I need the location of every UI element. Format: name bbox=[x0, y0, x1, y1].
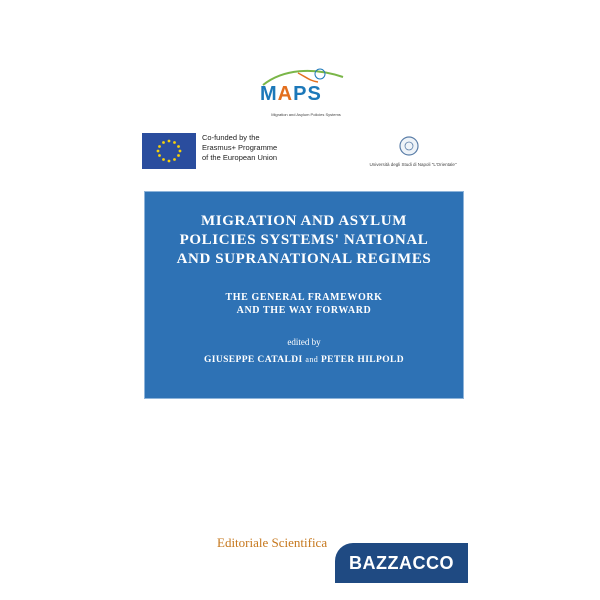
university-seal-icon bbox=[398, 135, 420, 157]
edited-by-label: edited by bbox=[287, 337, 321, 347]
funding-line-3: of the European Union bbox=[202, 153, 278, 162]
book-cover bbox=[100, 25, 500, 585]
title-line-1: MIGRATION AND ASYLUM bbox=[201, 213, 407, 229]
bazzacco-badge: BAZZACCO bbox=[335, 543, 468, 583]
editor-name-2: PETER HILPOLD bbox=[320, 355, 405, 365]
funding-line-2: Erasmus+ Programme bbox=[202, 143, 278, 152]
erasmus-funding-text bbox=[202, 133, 312, 163]
title-line-2: POLICIES SYSTEMS' NATIONAL bbox=[179, 232, 429, 248]
editor-conjunction: and bbox=[305, 355, 319, 364]
book-title bbox=[145, 212, 463, 269]
book-subtitle bbox=[145, 291, 463, 317]
subtitle-line-2: AND THE WAY FORWARD bbox=[236, 305, 372, 316]
maps-wordmark: MAPS bbox=[260, 83, 322, 105]
eu-flag-icon bbox=[142, 133, 196, 169]
subtitle-line-1: THE GENERAL FRAMEWORK bbox=[225, 292, 383, 303]
maps-logo bbox=[250, 65, 360, 125]
university-name: Università degli Studi di Napoli "L'Orientale" bbox=[369, 162, 457, 167]
editor-name-1: GIUSEPPE CATALDI bbox=[203, 355, 303, 365]
maps-subtitle: Migration and Asylum Policies Systems bbox=[271, 112, 341, 117]
editors bbox=[145, 355, 463, 365]
title-line-3: AND SUPRANATIONAL REGIMES bbox=[176, 251, 432, 267]
funding-line-1: Co-funded by the bbox=[202, 133, 260, 142]
cover-title-box bbox=[144, 191, 464, 399]
publisher-name: Editoriale Scientifica bbox=[217, 535, 328, 550]
